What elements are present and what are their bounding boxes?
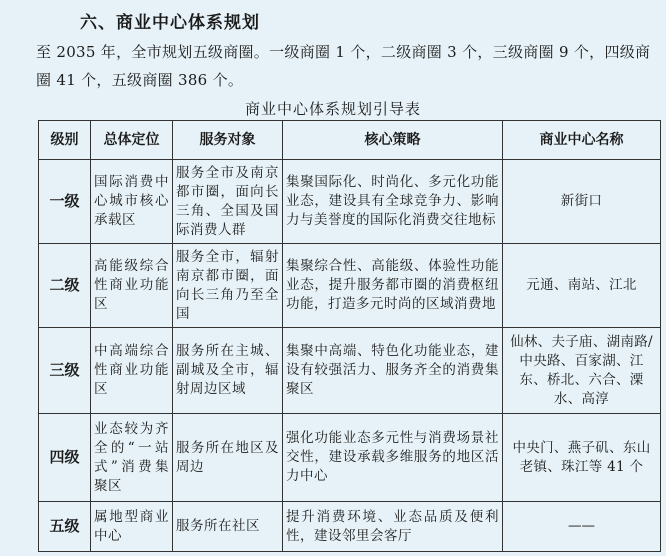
table-header-row bbox=[39, 121, 661, 160]
cell-strategy: 强化功能业态多元性与消费场景社交性，建设承载多维服务的地区活力中心 bbox=[283, 414, 503, 502]
cell-level: 四级 bbox=[39, 414, 91, 502]
cell-service: 服务所在主城、副城及全市，辐射周边区域 bbox=[173, 328, 283, 414]
cell-names: 元通、南站、江北 bbox=[503, 244, 661, 328]
header-strategy: 核心策略 bbox=[283, 121, 503, 160]
cell-position: 国际消费中心城市核心承载区 bbox=[91, 160, 173, 244]
intro-paragraph: 至 2035 年，全市规划五级商圈。一级商圈 1 个，二级商圈 3 个，三级商圈 9 个，四级商圈 41 个，五级商圈 386 个。 bbox=[36, 43, 651, 89]
table-row bbox=[39, 160, 661, 244]
cell-position: 高能级综合性商业功能区 bbox=[91, 244, 173, 328]
cell-names: 仙林、夫子庙、湖南路/中央路、百家湖、江东、桥北、六合、溧水、高淳 bbox=[503, 328, 661, 414]
table-row bbox=[39, 502, 661, 552]
cell-strategy: 提升消费环境、业态品质及便利性，建设邻里会客厅 bbox=[283, 502, 503, 552]
cell-service: 服务所在社区 bbox=[173, 502, 283, 552]
cell-strategy: 集聚国际化、时尚化、多元化功能业态，建设具有全球竞争力、影响力与美誉度的国际化消费交往地标 bbox=[283, 160, 503, 244]
cell-position: 中高端综合性商业功能区 bbox=[91, 328, 173, 414]
header-names: 商业中心名称 bbox=[503, 121, 661, 160]
header-service: 服务对象 bbox=[173, 121, 283, 160]
cell-level: 五级 bbox=[39, 502, 91, 552]
table-row bbox=[39, 244, 661, 328]
cell-strategy: 集聚综合性、高能级、体验性功能业态，提升服务都市圈的消费枢纽功能，打造多元时尚的区域消费地 bbox=[283, 244, 503, 328]
cell-names: 中央门、燕子矶、东山老镇、珠江等 41 个 bbox=[503, 414, 661, 502]
cell-position: 属地型商业中心 bbox=[91, 502, 173, 552]
plan-table bbox=[38, 120, 661, 552]
cell-strategy: 集聚中高端、特色化功能业态，建设有较强活力、服务齐全的消费集聚区 bbox=[283, 328, 503, 414]
table-caption: 商业中心体系规划引导表 bbox=[244, 100, 421, 118]
header-position: 总体定位 bbox=[91, 121, 173, 160]
table-row bbox=[39, 328, 661, 414]
header-level: 级别 bbox=[39, 121, 91, 160]
section-heading: 六、商业中心体系规划 bbox=[80, 13, 260, 33]
cell-names: 新街口 bbox=[503, 160, 661, 244]
cell-level: 二级 bbox=[39, 244, 91, 328]
cell-level: 三级 bbox=[39, 328, 91, 414]
cell-service: 服务所在地区及周边 bbox=[173, 414, 283, 502]
table-row bbox=[39, 414, 661, 502]
cell-service: 服务全市，辐射南京都市圈，面向长三角乃至全国 bbox=[173, 244, 283, 328]
cell-position: 业态较为齐全的“一站式”消费集聚区 bbox=[91, 414, 173, 502]
cell-service: 服务全市及南京都市圈，面向长三角、全国及国际消费人群 bbox=[173, 160, 283, 244]
cell-names: —— bbox=[503, 502, 661, 552]
cell-level: 一级 bbox=[39, 160, 91, 244]
